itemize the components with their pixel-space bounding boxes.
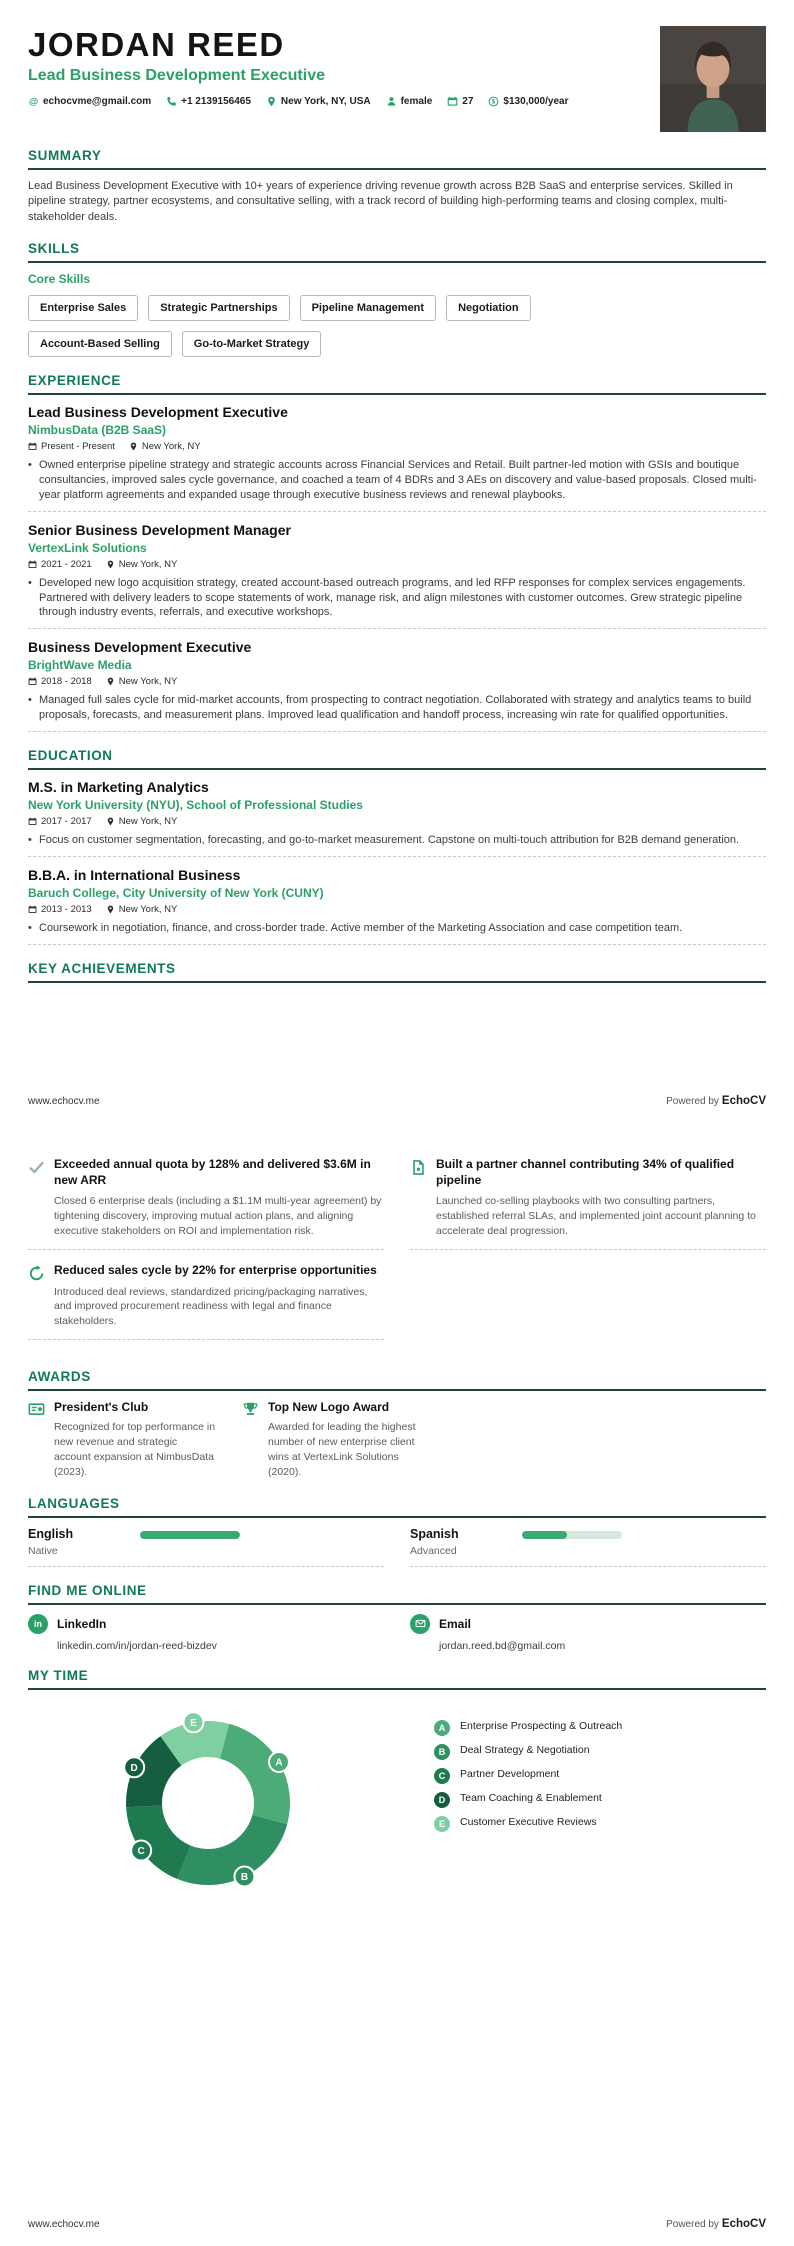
award-content xyxy=(268,1400,430,1480)
age-icon xyxy=(447,96,458,107)
education-item xyxy=(28,779,766,857)
education-location xyxy=(106,904,178,915)
legend-item-B xyxy=(434,1744,622,1760)
education-location xyxy=(106,816,178,827)
language-info xyxy=(410,1527,522,1557)
achievement-content xyxy=(54,1157,384,1239)
experience-item xyxy=(28,639,766,732)
online-section xyxy=(28,1583,766,1652)
job-bullet: • Developed new logo acquisition strategy, created account-based outreach programs, and led RFP responses for complex services engagements. Partnered with delivery leaders to scope statements of work, manage risk, and align milestones with customer outcomes. Grew strategic pipeline through industry events, referrals, and executive workshops. xyxy=(28,576,766,621)
award-text: Awarded for leading the highest number of new enterprise client wins at VertexLink Solutions (2020). xyxy=(268,1421,416,1478)
achievement-text: Introduced deal reviews, standardized pricing/packaging narratives, and improved procurement readiness with legal and finance stakeholders. xyxy=(54,1285,368,1328)
language-bar-fill xyxy=(140,1531,240,1539)
legend-item-C xyxy=(434,1768,622,1784)
job-location-text: New York, NY xyxy=(141,441,201,453)
legend-item-A xyxy=(434,1720,622,1736)
education-bullet: • Focus on customer segmentation, forecasting, and go-to-market measurement. Capstone on multi-touch attribution for B2B demand generation. xyxy=(28,833,766,848)
legend-label: Enterprise Prospecting & Outreach xyxy=(460,1719,623,1732)
skill-chip: Strategic Partnerships xyxy=(148,295,289,321)
donut-badge-A xyxy=(269,1752,289,1772)
legend-item-E xyxy=(434,1816,622,1832)
skill-chip: Go-to-Market Strategy xyxy=(182,331,322,357)
language-level: Advanced xyxy=(410,1544,457,1557)
award-item xyxy=(242,1400,430,1480)
calendar-icon xyxy=(28,817,37,826)
time-donut-chart xyxy=(103,1698,313,1908)
svg-text:D: D xyxy=(130,1762,138,1774)
certificate-icon xyxy=(28,1401,45,1418)
job-location xyxy=(106,559,178,570)
online-label: Email xyxy=(439,1616,472,1631)
online-heading: FIND ME ONLINE xyxy=(28,1583,766,1605)
achievement-text: Closed 6 enterprise deals (including a $1.1M multi-year agreement) by tightening discovery, improving mutual action plans, and aligning executive stakeholders on ROI and implementation risk. xyxy=(54,1195,382,1237)
achievements-heading: KEY ACHIEVEMENTS xyxy=(28,961,766,983)
powered-by xyxy=(666,2218,766,2230)
language-info xyxy=(28,1527,140,1557)
job-location xyxy=(129,441,201,452)
job-dates xyxy=(28,559,92,570)
contact-gender xyxy=(386,96,433,107)
online-head xyxy=(410,1614,766,1634)
skills-group-label: Core Skills xyxy=(28,272,91,287)
location-icon xyxy=(106,905,115,914)
brand-name[interactable]: EchoCV xyxy=(721,2218,766,2230)
summary-section xyxy=(28,148,766,225)
achievement-title: Exceeded annual quota by 128% and delivered $3.6M in new ARR xyxy=(54,1157,371,1187)
powered-by xyxy=(666,1095,766,1107)
legend-label: Deal Strategy & Negotiation xyxy=(460,1743,590,1756)
language-bar xyxy=(522,1531,622,1539)
language-level: Native xyxy=(28,1544,58,1557)
donut-badge-C xyxy=(131,1840,151,1860)
trophy-icon xyxy=(242,1401,259,1418)
phone-icon xyxy=(166,96,177,107)
education-location-text: New York, NY xyxy=(118,815,178,827)
awards-row xyxy=(28,1391,766,1480)
svg-text:C: C xyxy=(137,1845,145,1857)
job-title: Senior Business Development Manager xyxy=(28,521,291,538)
achievement-title: Reduced sales cycle by 22% for enterprise opportunities xyxy=(54,1262,377,1277)
job-location-text: New York, NY xyxy=(118,558,178,570)
skill-chip-row xyxy=(28,331,766,357)
company-name: VertexLink Solutions xyxy=(28,540,147,555)
online-item-linkedin xyxy=(28,1614,384,1652)
job-bullet: • Owned enterprise pipeline strategy and strategic accounts across Financial Services and Retail. Built partner-led motion with GSIs and boutique consultancies, improved sales cycle governance, and coached a team of 4 BDRs and 3 AEs on discovery and value-based proposals. Closed multi-year platform agreements and expanded usage through executive business reviews and renewal playbooks. xyxy=(28,458,766,503)
job-meta xyxy=(28,441,766,452)
contact-phone xyxy=(166,96,251,107)
language-item xyxy=(28,1527,384,1567)
skill-chip: Pipeline Management xyxy=(300,295,436,321)
contact-location-text: New York, NY, USA xyxy=(280,96,371,107)
footer-site-link[interactable]: www.echocv.me xyxy=(28,2219,100,2230)
awards-heading: AWARDS xyxy=(28,1369,766,1391)
skills-section xyxy=(28,241,766,357)
salary-icon xyxy=(488,96,499,107)
donut-badge-B xyxy=(234,1866,254,1886)
education-meta xyxy=(28,904,766,915)
online-head xyxy=(28,1614,384,1634)
job-dates xyxy=(28,441,115,452)
job-bullet: • Managed full sales cycle for mid-market accounts, from prospecting to contract negotiation. Collaborated with strategy and analytics teams to build proposals, forecasts, and measurement plans. Improved lead qualification and handoff process, increasing win rate for qualified opportunities. xyxy=(28,693,766,723)
calendar-icon xyxy=(28,560,37,569)
contact-location xyxy=(266,96,371,107)
candidate-title: Lead Business Development Executive xyxy=(28,67,325,84)
profile-photo xyxy=(660,26,766,132)
education-bullet: • Coursework in negotiation, finance, and cross-border trade. Active member of the Marketing Association and case competition team. xyxy=(28,921,766,936)
powered-by-label: Powered by xyxy=(666,1096,719,1107)
contact-age-text: 27 xyxy=(462,96,474,107)
legend-badge: D xyxy=(434,1792,450,1808)
experience-item xyxy=(28,404,766,512)
job-dates-text: Present - Present xyxy=(41,441,115,453)
contact-email-text: echocvme@gmail.com xyxy=(43,96,152,107)
legend-badge: C xyxy=(434,1768,450,1784)
language-name: English xyxy=(28,1526,74,1541)
job-dates xyxy=(28,676,92,687)
contact-row xyxy=(28,96,568,107)
job-meta xyxy=(28,559,766,570)
company-name: NimbusData (B2B SaaS) xyxy=(28,423,167,438)
education-dates xyxy=(28,816,92,827)
contact-phone-text: +1 2139156465 xyxy=(181,96,251,107)
donut-segment-B xyxy=(177,1815,287,1885)
achievement-content xyxy=(436,1157,766,1239)
page-footer xyxy=(28,2218,766,2230)
svg-text:B: B xyxy=(240,1871,249,1883)
education-dates-text: 2013 - 2013 xyxy=(41,903,92,915)
achievements-column-left xyxy=(28,1157,384,1353)
degree-title: B.B.A. in International Business xyxy=(28,866,241,883)
award-text: Recognized for top performance in new revenue and strategic account expansion at NimbusData (2023). xyxy=(54,1421,216,1478)
resume-page-2 xyxy=(0,1123,794,2246)
mytime-section xyxy=(28,1668,766,1908)
file-icon xyxy=(410,1159,427,1176)
donut-segment-A xyxy=(220,1724,290,1824)
candidate-name: JORDAN REED xyxy=(28,26,285,63)
location-icon xyxy=(266,96,277,107)
award-title: President's Club xyxy=(54,1400,149,1415)
experience-section xyxy=(28,373,766,732)
award-content xyxy=(54,1400,216,1480)
header-text xyxy=(28,26,568,107)
contact-age xyxy=(447,96,473,107)
achievements-column-right xyxy=(410,1157,766,1353)
location-icon xyxy=(129,442,138,451)
achievement-item xyxy=(28,1263,384,1340)
summary-heading: SUMMARY xyxy=(28,148,766,170)
footer-site-link[interactable]: www.echocv.me xyxy=(28,1096,100,1107)
education-item xyxy=(28,867,766,945)
legend-badge: A xyxy=(434,1720,450,1736)
page-footer xyxy=(28,1095,766,1107)
job-title: Lead Business Development Executive xyxy=(28,404,288,421)
legend-label: Customer Executive Reviews xyxy=(460,1815,597,1828)
skill-chip-row xyxy=(28,295,766,321)
degree-title: M.S. in Marketing Analytics xyxy=(28,778,209,795)
contact-salary-text: $130,000/year xyxy=(503,96,569,107)
online-item-email xyxy=(410,1614,766,1652)
achievements-grid xyxy=(28,1157,766,1353)
experience-item xyxy=(28,522,766,630)
mytime-heading: MY TIME xyxy=(28,1668,766,1690)
achievement-title: Built a partner channel contributing 34% of qualified pipeline xyxy=(436,1157,735,1187)
job-title: Business Development Executive xyxy=(28,639,252,656)
contact-email xyxy=(28,96,151,107)
email-icon xyxy=(410,1614,430,1634)
company-name: BrightWave Media xyxy=(28,658,132,673)
education-heading: EDUCATION xyxy=(28,748,766,770)
languages-row xyxy=(28,1518,766,1567)
skill-chip: Enterprise Sales xyxy=(28,295,138,321)
achievement-text: Launched co-selling playbooks with two consulting partners, established referral SLAs, and implemented joint account planning to accelerate deal progression. xyxy=(436,1195,756,1237)
location-icon xyxy=(106,560,115,569)
achievement-item xyxy=(28,1157,384,1250)
school-name: New York University (NYU), School of Professional Studies xyxy=(28,797,363,812)
education-meta xyxy=(28,816,766,827)
job-dates-text: 2018 - 2018 xyxy=(41,676,92,688)
skill-chip: Account-Based Selling xyxy=(28,331,172,357)
header xyxy=(28,26,766,132)
languages-section xyxy=(28,1496,766,1567)
legend-badge: B xyxy=(434,1744,450,1760)
award-title: Top New Logo Award xyxy=(268,1400,390,1415)
achievement-content xyxy=(54,1263,384,1329)
summary-text: Lead Business Development Executive with 10+ years of experience driving revenue growth across B2B SaaS and enterprise services. Skilled in pipeline strategy, partner ecosystems, and consultative selling, with a track record of building high-performing teams and closing complex, multi-stakeholder deals. xyxy=(28,180,733,223)
achievement-item xyxy=(410,1157,766,1250)
location-icon xyxy=(106,677,115,686)
linkedin-icon: in xyxy=(28,1614,48,1634)
powered-by-label: Powered by xyxy=(666,2219,719,2230)
svg-text:E: E xyxy=(190,1717,197,1729)
education-dates-text: 2017 - 2017 xyxy=(41,815,92,827)
experience-heading: EXPERIENCE xyxy=(28,373,766,395)
award-item xyxy=(28,1400,216,1480)
donut-badge-E xyxy=(183,1712,203,1732)
cycle-icon xyxy=(28,1265,45,1282)
online-row xyxy=(28,1605,766,1652)
school-name: Baruch College, City University of New York (CUNY) xyxy=(28,885,324,900)
contact-gender-text: female xyxy=(400,96,433,107)
legend-label: Team Coaching & Enablement xyxy=(460,1791,602,1804)
language-name: Spanish xyxy=(410,1526,459,1541)
calendar-icon xyxy=(28,905,37,914)
linkedin-link[interactable]: linkedin.com/in/jordan-reed-bizdev xyxy=(57,1639,217,1652)
skill-chip: Negotiation xyxy=(446,295,531,321)
awards-section xyxy=(28,1369,766,1480)
email-icon xyxy=(28,96,39,107)
calendar-icon xyxy=(28,677,37,686)
legend-item-D xyxy=(434,1792,622,1808)
language-bar xyxy=(140,1531,240,1539)
job-meta xyxy=(28,676,766,687)
education-section xyxy=(28,748,766,945)
time-legend xyxy=(434,1698,622,1908)
achievements-heading-section xyxy=(28,961,766,983)
languages-heading: LANGUAGES xyxy=(28,1496,766,1518)
brand-name[interactable]: EchoCV xyxy=(721,1095,766,1107)
contact-salary xyxy=(488,96,568,107)
language-item xyxy=(410,1527,766,1567)
education-dates xyxy=(28,904,92,915)
legend-label: Partner Development xyxy=(460,1767,560,1780)
email-link[interactable]: jordan.reed.bd@gmail.com xyxy=(439,1639,566,1652)
skills-heading: SKILLS xyxy=(28,241,766,263)
job-location-text: New York, NY xyxy=(118,676,178,688)
check-icon xyxy=(28,1159,45,1176)
donut-box xyxy=(28,1698,388,1908)
gender-icon xyxy=(386,96,397,107)
legend-badge: E xyxy=(434,1816,450,1832)
language-bar-fill xyxy=(522,1531,567,1539)
donut-badge-D xyxy=(124,1757,144,1777)
location-icon xyxy=(106,817,115,826)
job-location xyxy=(106,676,178,687)
svg-text:A: A xyxy=(275,1757,283,1769)
education-location-text: New York, NY xyxy=(118,903,178,915)
job-dates-text: 2021 - 2021 xyxy=(41,558,92,570)
online-label: LinkedIn xyxy=(57,1616,107,1631)
mytime-body xyxy=(28,1690,766,1908)
calendar-icon xyxy=(28,442,37,451)
